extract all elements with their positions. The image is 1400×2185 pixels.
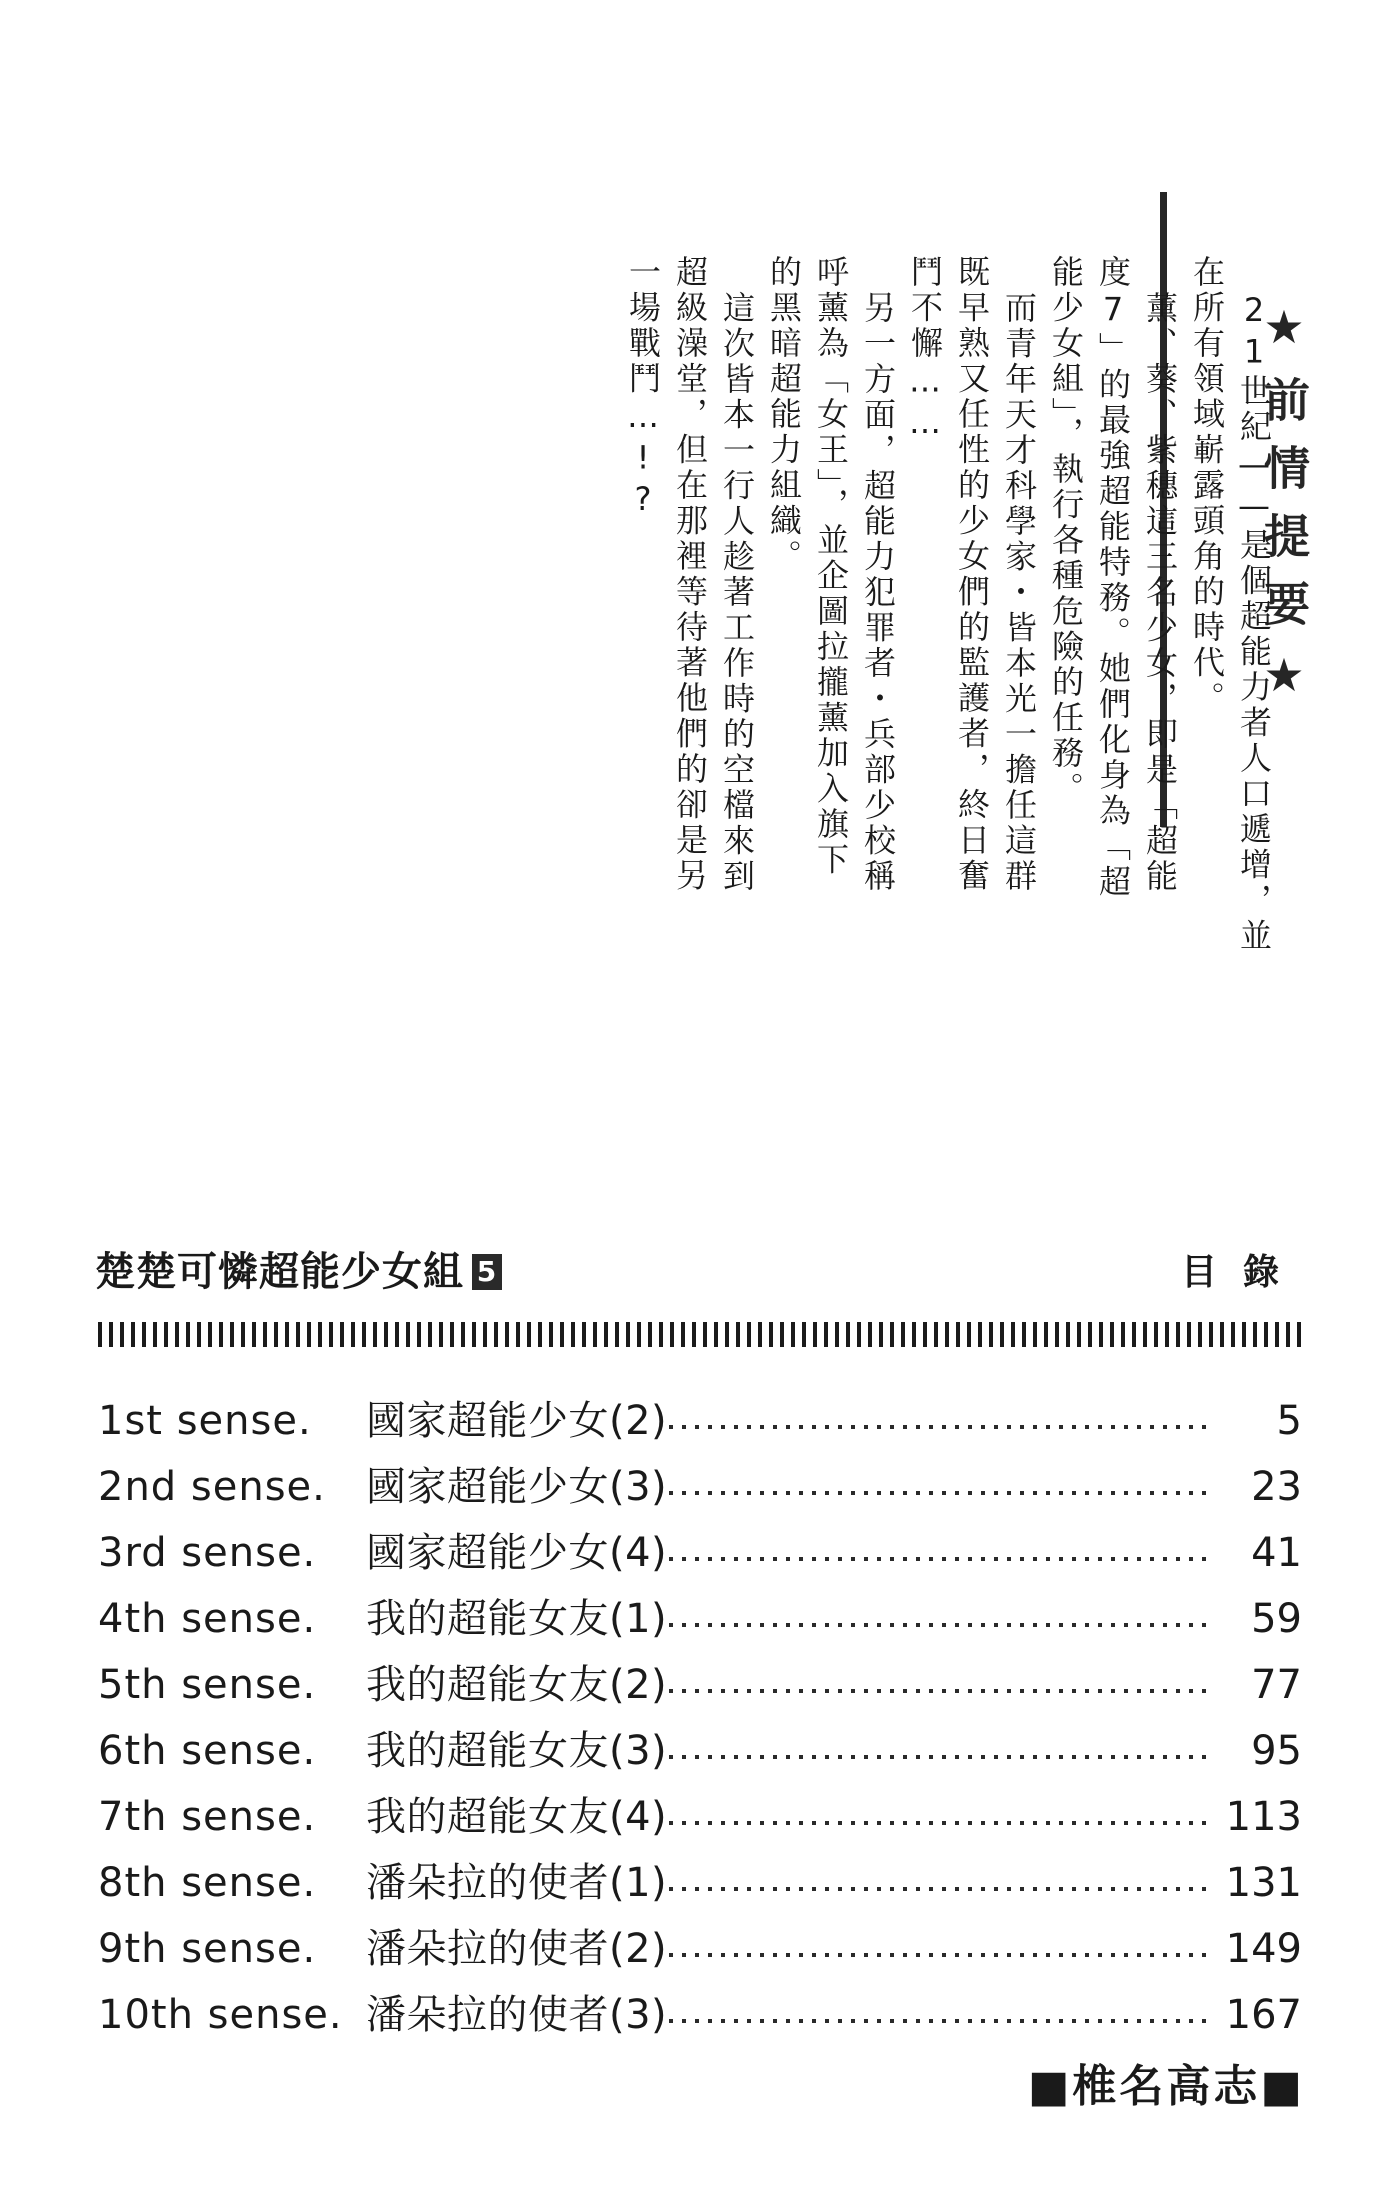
toc-entry[interactable] <box>98 1389 1302 1455</box>
toc-entry-title: 國家超能少女(3) <box>366 1464 668 1510</box>
toc-entry-page: 149 <box>1225 1926 1302 1972</box>
synopsis-column: 一場戰鬥…!? <box>624 255 662 522</box>
toc-entry-title: 潘朵拉的使者(1) <box>366 1860 668 1906</box>
toc-entry-title: 我的超能女友(3) <box>366 1728 668 1774</box>
toc-entry-sense: 8th sense. <box>98 1860 317 1906</box>
synopsis-column: 另一方面，超能力犯罪者・兵部少校稱 <box>859 291 897 895</box>
synopsis-column: 呼薰為「女王」，並企圖拉攏薰加入旗下 <box>812 255 850 878</box>
table-of-contents-section <box>0 1240 1400 2049</box>
synopsis-column: 能少女組」，執行各種危險的任務。 <box>1047 255 1085 807</box>
toc-entry-sense: 2nd sense. <box>98 1464 326 1510</box>
toc-leader-dots <box>669 1550 1206 1566</box>
synopsis-column: 薰、葵、紫穗這三名少女，即是「超能 <box>1141 291 1179 895</box>
synopsis-column: 既早熟又任性的少女們的監護者，終日奮 <box>953 255 991 894</box>
toc-leader-dots <box>669 1616 1206 1632</box>
toc-list <box>98 1389 1302 2049</box>
toc-entry-page: 59 <box>1251 1596 1302 1642</box>
synopsis-column: 超級澡堂，但在那裡等待著他們的卻是另 <box>671 255 709 894</box>
toc-entry[interactable] <box>98 1719 1302 1785</box>
toc-entry-sense: 9th sense. <box>98 1926 317 1972</box>
toc-entry-title: 我的超能女友(2) <box>366 1662 668 1708</box>
author-line <box>0 2050 1400 2114</box>
toc-entry-title: 潘朵拉的使者(2) <box>366 1926 668 1972</box>
toc-entry-page: 113 <box>1225 1794 1302 1840</box>
toc-leader-dots <box>669 1682 1206 1698</box>
author-name: ■椎名高志■ <box>1027 2061 1305 2112</box>
book-title <box>95 1240 502 1297</box>
toc-entry-title: 我的超能女友(4) <box>366 1794 668 1840</box>
synopsis-column: 的黑暗超能力組織。 <box>765 255 803 575</box>
synopsis-column: 在所有領域嶄露頭角的時代。 <box>1188 255 1226 717</box>
toc-entry-title: 國家超能少女(4) <box>366 1530 668 1576</box>
toc-entry-page: 5 <box>1276 1398 1302 1444</box>
toc-leader-dots <box>669 1418 1206 1434</box>
synopsis-column: 鬥不懈…… <box>906 255 944 445</box>
toc-entry-title: 國家超能少女(2) <box>366 1398 668 1444</box>
toc-entry-sense: 10th sense. <box>98 1992 343 2038</box>
toc-divider-comb <box>98 1322 1302 1347</box>
toc-entry-title: 我的超能女友(1) <box>366 1596 668 1642</box>
synopsis-text-columns <box>612 255 1273 954</box>
toc-entry-page: 23 <box>1251 1464 1302 1510</box>
toc-entry-sense: 1st sense. <box>98 1398 312 1444</box>
toc-entry[interactable] <box>98 1653 1302 1719</box>
toc-entry[interactable] <box>98 1455 1302 1521</box>
toc-entry-sense: 7th sense. <box>98 1794 317 1840</box>
toc-entry[interactable] <box>98 1917 1302 1983</box>
toc-leader-dots <box>669 2012 1206 2028</box>
toc-entry[interactable] <box>98 1983 1302 2049</box>
toc-entry-page: 167 <box>1225 1992 1302 2038</box>
toc-header <box>95 1240 1305 1312</box>
toc-entry-sense: 3rd sense. <box>98 1530 317 1576</box>
synopsis-column: 21世紀——是個超能力者人口遞增，並 <box>1235 291 1273 954</box>
toc-entry[interactable] <box>98 1851 1302 1917</box>
synopsis-column: 而青年天才科學家・皆本光一擔任這群 <box>1000 291 1038 895</box>
toc-entry-page: 131 <box>1225 1860 1302 1906</box>
synopsis-column: 度7」的最強超能特務。她們化身為「超 <box>1094 255 1132 900</box>
toc-leader-dots <box>669 1880 1206 1896</box>
toc-entry-sense: 4th sense. <box>98 1596 317 1642</box>
toc-entry-sense: 5th sense. <box>98 1662 317 1708</box>
toc-entry-page: 77 <box>1251 1662 1302 1708</box>
toc-leader-dots <box>669 1484 1206 1500</box>
volume-badge: 5 <box>472 1254 502 1290</box>
toc-leader-dots <box>669 1748 1206 1764</box>
book-title-text: 楚楚可憐超能少女組 <box>95 1249 464 1295</box>
toc-entry-title: 潘朵拉的使者(3) <box>366 1992 668 2038</box>
toc-entry[interactable] <box>98 1521 1302 1587</box>
toc-entry-sense: 6th sense. <box>98 1728 317 1774</box>
toc-leader-dots <box>669 1814 1206 1830</box>
toc-entry-page: 95 <box>1251 1728 1302 1774</box>
toc-entry[interactable] <box>98 1785 1302 1851</box>
toc-leader-dots <box>669 1946 1206 1962</box>
synopsis-heading: ★前情提要★ <box>1257 300 1311 724</box>
toc-entry-page: 41 <box>1251 1530 1302 1576</box>
toc-label: 目錄 <box>1180 1252 1305 1293</box>
synopsis-column: 這次皆本一行人趁著工作時的空檔來到 <box>718 291 756 895</box>
toc-entry[interactable] <box>98 1587 1302 1653</box>
